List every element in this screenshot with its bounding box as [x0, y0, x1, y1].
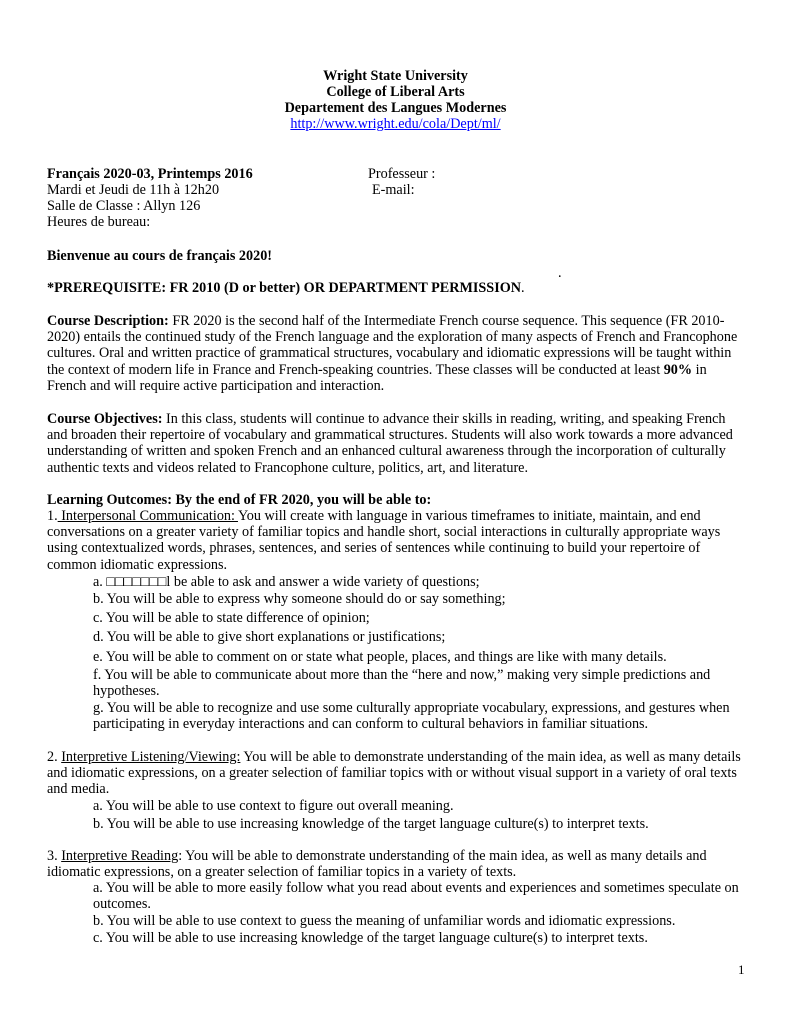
- section2-text: You will be able to demonstrate understanding of the main idea, as well as many details and idiomatic expressions, on a greater selection of familiar topics with or without visual support in a variety of oral texts and media.: [47, 749, 741, 798]
- description-text-before: FR 2020 is the second half of the Intermediate French course sequence. This sequence (FR 2010-2020) entails the continued study of the French language and the exploration of many aspects of French and Francophone cultures. Oral and written practice of grammatical structures, vocabulary and idiomatic expressions will be taught within the context of modern life in France and French-speaking countries. These classes will be conducted at least: [47, 313, 738, 378]
- department-name: Departement des Langues Modernes: [284, 100, 507, 116]
- list-item: e. You will be able to comment on or state what people, places, and things are like with many details.: [93, 649, 667, 665]
- list-item: b. You will be able to use increasing knowledge of the target language culture(s) to interpret texts.: [93, 816, 649, 832]
- section1-text: You will create with language in various timeframes to initiate, maintain, and end conversations on a greater variety of familiar topics and handle short, social interactions in culturally appropriate ways using contextualized words, phrases, sentences, and series of sentences while continuing to build your repertoire of common idiomatic expressions.: [47, 508, 721, 573]
- professor-label: Professeur :: [368, 166, 436, 182]
- list-item: a. You will be able to use context to figure out overall meaning.: [93, 798, 454, 814]
- course-room: Salle de Classe : Allyn 126: [47, 198, 201, 214]
- page-number: 1: [738, 962, 745, 977]
- document-header: [0, 68, 791, 132]
- learning-outcomes-heading: Learning Outcomes: By the end of FR 2020, you will be able to:: [47, 492, 432, 508]
- section3-number: 3.: [47, 848, 62, 864]
- description-label: Course Description:: [47, 313, 169, 329]
- college-name: College of Liberal Arts: [326, 84, 465, 100]
- professor-info: [368, 166, 568, 198]
- list-item: b. You will be able to use context to guess the meaning of unfamiliar words and idiomatic expressions.: [93, 913, 676, 929]
- office-hours: Heures de bureau:: [47, 214, 151, 230]
- objectives-text: In this class, students will continue to advance their skills in reading, writing, and speaking French and broaden their repertoire of vocabulary and grammatical structures. Students will also work towards a more advanced understanding of written and spoken French and an enhanced cultural awareness through the incorporation of culturally authentic texts and videos related to Francophone culture, politics, art, and literature.: [47, 411, 733, 476]
- list-item: d. You will be able to give short explanations or justifications;: [93, 629, 446, 645]
- list-item: f. You will be able to communicate about more than the “here and now,” making very simple predictions and hypotheses.: [93, 667, 711, 700]
- section2-number: 2.: [47, 749, 62, 765]
- outcome-section-1: [47, 508, 747, 573]
- section1-title: Interpersonal Communication:: [57, 508, 238, 524]
- list-item: g. You will be able to recognize and use some culturally appropriate vocabulary, expressions, and gestures when participating in everyday interactions and can conform to cultural behaviors in familiar situations.: [93, 700, 730, 733]
- section2-title: Interpretive Listening/Viewing:: [61, 749, 241, 765]
- course-info: [47, 166, 347, 230]
- welcome-line: Bienvenue au cours de français 2020!: [47, 248, 273, 264]
- course-description: [47, 313, 747, 394]
- section3-title: Interpretive Reading: [61, 848, 179, 864]
- stray-dot: .: [558, 265, 562, 281]
- section1-number: 1.: [47, 508, 58, 524]
- prerequisite-text: *PREREQUISITE: FR 2010 (D or better) OR DEPARTMENT PERMISSION: [47, 280, 521, 296]
- prerequisite-end: .: [521, 280, 525, 296]
- objectives-label: Course Objectives:: [47, 411, 163, 427]
- university-name: Wright State University: [323, 68, 468, 84]
- section3-text: : You will be able to demonstrate understanding of the main idea, as well as many details and idiomatic expressions, on a greater selection of familiar topics in a variety of texts.: [47, 848, 707, 881]
- description-text-after: in French and will require active participation and interaction.: [47, 361, 707, 394]
- list-item: a. You will be able to more easily follow what you read about events and experiences and sometimes speculate on outcomes.: [93, 880, 739, 913]
- email-label: E-mail:: [372, 182, 415, 198]
- course-objectives: [47, 411, 747, 476]
- outcome-section-3: [47, 848, 747, 880]
- course-title: Français 2020-03, Printemps 2016: [47, 166, 253, 182]
- list-item: b. You will be able to express why someone should do or say something;: [93, 591, 506, 607]
- course-schedule: Mardi et Jeudi de 11h à 12h20: [47, 182, 220, 198]
- prerequisite: [47, 280, 747, 296]
- department-url-link[interactable]: http://www.wright.edu/cola/Dept/ml/: [290, 116, 501, 132]
- description-percent: 90%: [663, 361, 693, 378]
- list-item: a. □□□□□□□l be able to ask and answer a wide variety of questions;: [93, 574, 480, 590]
- list-item: c. You will be able to use increasing knowledge of the target language culture(s) to interpret texts.: [93, 930, 648, 946]
- outcome-section-2: [47, 749, 747, 798]
- list-item: c. You will be able to state difference of opinion;: [93, 610, 370, 626]
